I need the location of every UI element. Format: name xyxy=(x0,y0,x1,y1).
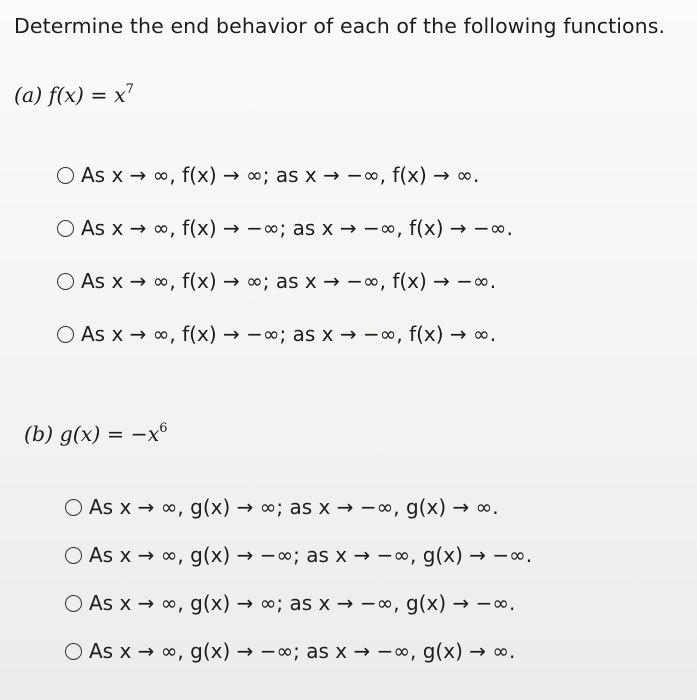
part-a-option-1[interactable] xyxy=(57,158,513,192)
part-b-option-2[interactable] xyxy=(65,538,532,572)
part-b-option-4[interactable] xyxy=(65,634,532,668)
question-title: Determine the end behavior of each of the following functions. xyxy=(14,14,666,38)
radio-button[interactable] xyxy=(65,499,82,516)
part-a-option-4[interactable] xyxy=(57,317,513,351)
part-a-exponent: 7 xyxy=(125,82,134,97)
part-a-label xyxy=(14,82,134,107)
part-b-options xyxy=(65,490,532,682)
radio-button[interactable] xyxy=(65,595,82,612)
option-text: As x → ∞, g(x) → −∞; as x → −∞, g(x) → −∞. xyxy=(89,543,533,567)
part-b-exponent: 6 xyxy=(159,421,168,436)
part-b-function: (b) g(x) = −x xyxy=(24,422,160,446)
radio-button[interactable] xyxy=(57,220,74,237)
option-text: As x → ∞, g(x) → ∞; as x → −∞, g(x) → −∞. xyxy=(89,591,516,615)
option-text: As x → ∞, f(x) → ∞; as x → −∞, f(x) → −∞. xyxy=(81,269,497,293)
part-a-function: (a) f(x) = x xyxy=(14,83,126,107)
part-a-options xyxy=(57,158,513,370)
radio-button[interactable] xyxy=(65,547,82,564)
part-a-option-3[interactable] xyxy=(57,264,513,298)
part-b-option-3[interactable] xyxy=(65,586,532,620)
option-text: As x → ∞, f(x) → ∞; as x → −∞, f(x) → ∞. xyxy=(81,163,480,187)
radio-button[interactable] xyxy=(57,167,74,184)
option-text: As x → ∞, g(x) → −∞; as x → −∞, g(x) → ∞. xyxy=(89,639,516,663)
part-a-option-2[interactable] xyxy=(57,211,513,245)
part-b-label xyxy=(24,421,168,446)
option-text: As x → ∞, f(x) → −∞; as x → −∞, f(x) → −∞. xyxy=(81,216,513,240)
option-text: As x → ∞, g(x) → ∞; as x → −∞, g(x) → ∞. xyxy=(89,495,499,519)
part-b-option-1[interactable] xyxy=(65,490,532,524)
radio-button[interactable] xyxy=(57,326,74,343)
option-text: As x → ∞, f(x) → −∞; as x → −∞, f(x) → ∞. xyxy=(81,322,497,346)
radio-button[interactable] xyxy=(57,273,74,290)
radio-button[interactable] xyxy=(65,643,82,660)
